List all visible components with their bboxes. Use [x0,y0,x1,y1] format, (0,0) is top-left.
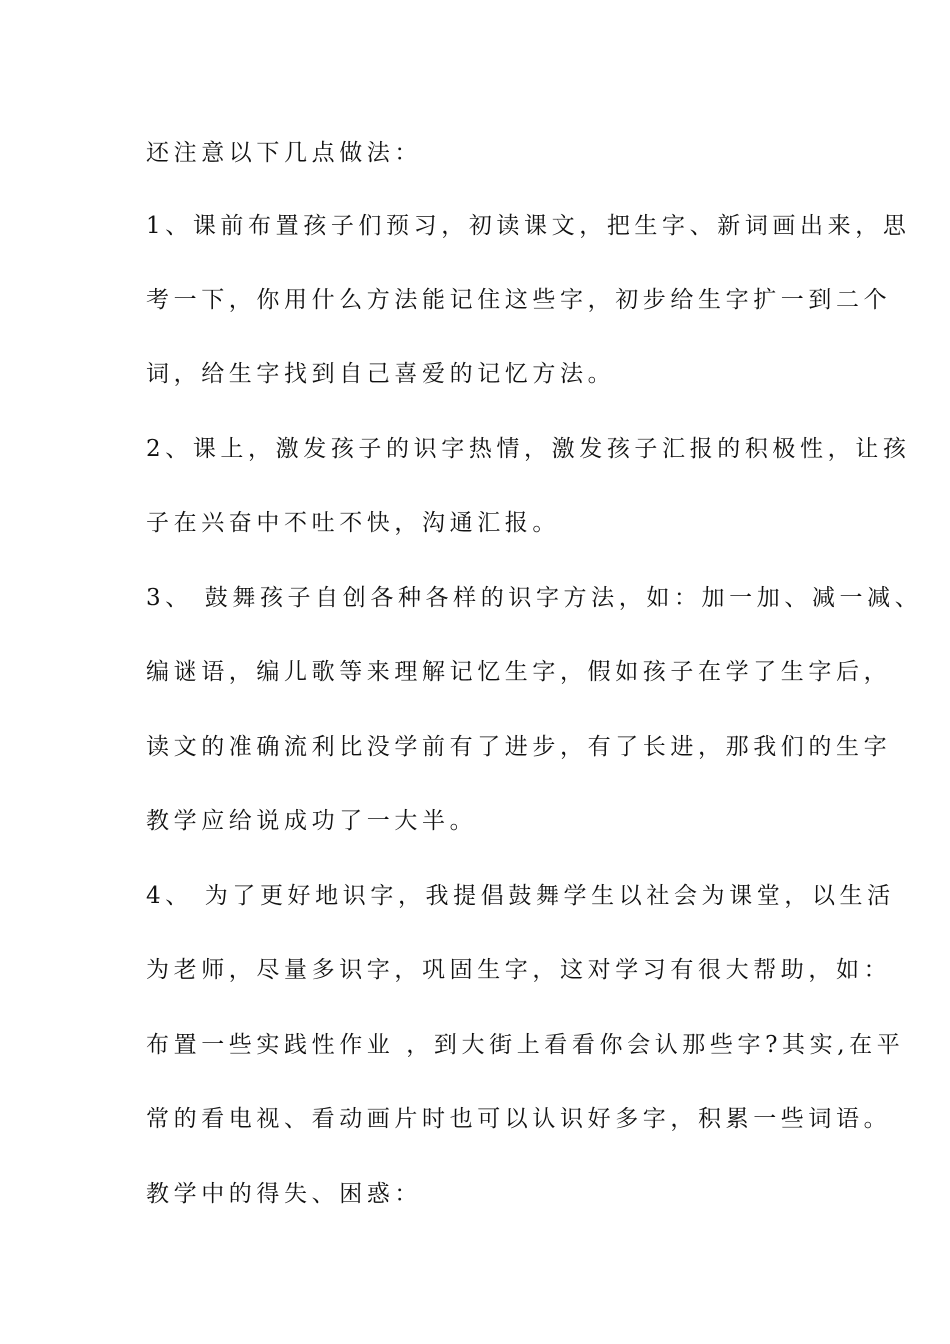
text-line: 教学中的得失、困惑： [146,1181,422,1207]
text-line: 还注意以下几点做法： [146,140,422,166]
text-line: 教学应给说成功了一大半。 [146,808,478,834]
text-line: 词，给生字找到自己喜爱的记忆方法。 [146,361,616,387]
text-line: 2、课上，激发孩子的识字热情，激发孩子汇报的积极性，让孩 [146,436,911,462]
text-line: 1、课前布置孩子们预习，初读课文，把生字、新词画出来，思 [146,213,911,239]
text-line: 布置一些实践性作业 ，到大街上看看你会认那些字?其实,在平 [146,1032,905,1058]
text-line: 常的看电视、看动画片时也可以认识好多字，积累一些词语。 [146,1106,892,1132]
text-line: 考一下，你用什么方法能记住这些字，初步给生字扩一到二个 [146,287,892,313]
text-line: 为老师，尽量多识字，巩固生字，这对学习有很大帮助，如： [146,957,892,983]
text-line: 3、 鼓舞孩子自创各种各样的识字方法，如：加一加、减一减、 [146,585,923,611]
text-line: 4、 为了更好地识字，我提倡鼓舞学生以社会为课堂，以生活 [146,883,895,909]
text-line: 子在兴奋中不吐不快，沟通汇报。 [146,510,560,536]
text-line: 编谜语，编儿歌等来理解记忆生字，假如孩子在学了生字后， [146,659,892,685]
text-line: 读文的准确流利比没学前有了进步，有了长进，那我们的生字 [146,734,892,760]
